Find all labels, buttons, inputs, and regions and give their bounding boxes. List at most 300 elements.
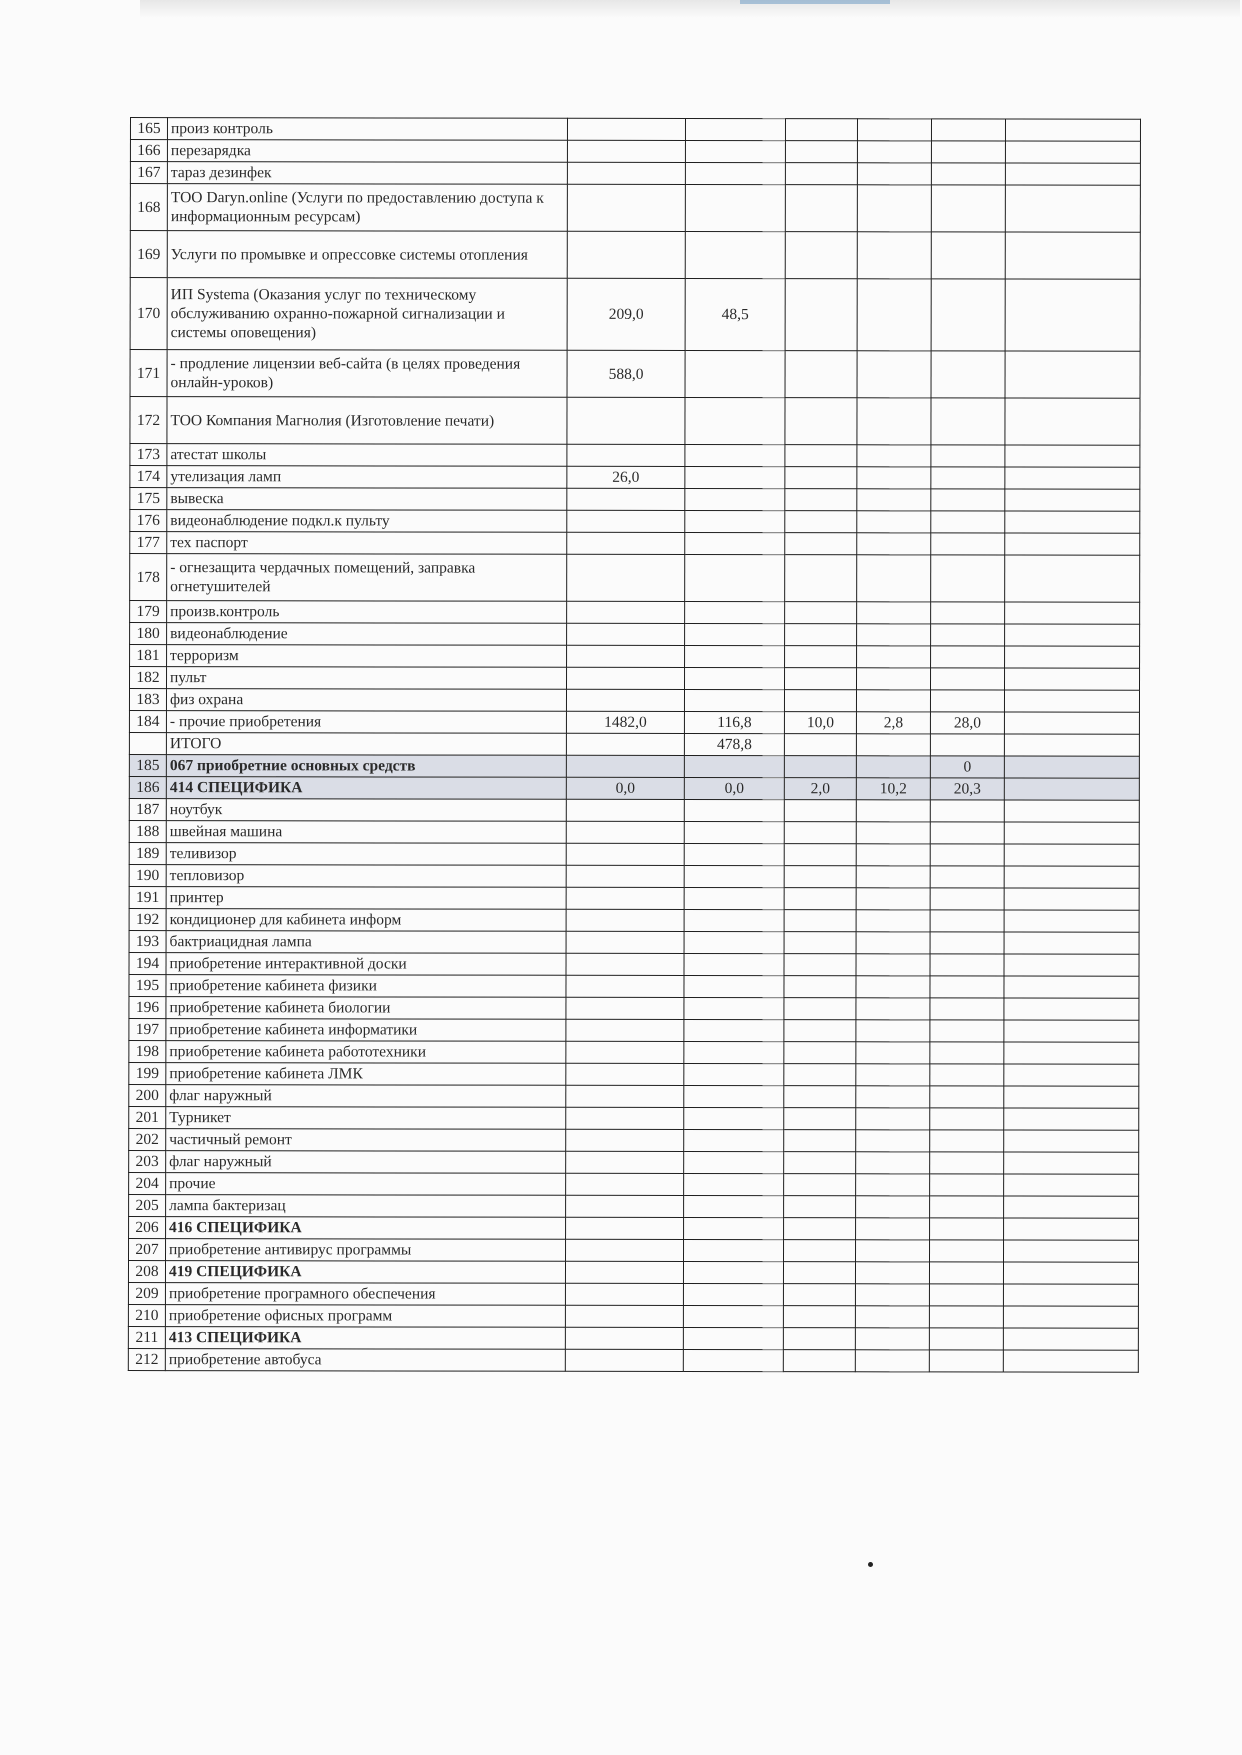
value-cell	[785, 163, 857, 185]
value-cell	[930, 888, 1004, 910]
row-description: утелизация ламп	[167, 466, 567, 489]
value-cell	[1005, 533, 1140, 555]
value-cell	[684, 887, 784, 909]
value-cell	[784, 1240, 856, 1262]
value-cell	[930, 800, 1004, 822]
table-row	[130, 667, 1140, 691]
value-cell	[684, 1041, 784, 1063]
row-number: 205	[129, 1194, 166, 1216]
value-cell	[1005, 351, 1140, 398]
value-cell: 20,3	[930, 778, 1004, 800]
value-cell	[931, 398, 1005, 445]
value-cell	[1004, 1174, 1139, 1196]
row-description: 413 СПЕЦИФИКА	[165, 1327, 565, 1350]
value-cell	[566, 997, 684, 1019]
value-cell	[784, 998, 856, 1020]
value-cell	[784, 1218, 856, 1240]
value-cell	[855, 1262, 929, 1284]
value-cell	[855, 1306, 929, 1328]
table-row	[129, 1128, 1139, 1152]
table-row	[130, 601, 1140, 625]
value-cell	[684, 1107, 784, 1129]
value-cell	[685, 667, 785, 689]
value-cell	[856, 932, 930, 954]
value-cell	[929, 1306, 1003, 1328]
value-cell	[1004, 1196, 1139, 1218]
row-description: Услуги по промывке и опрессовке системы отопления	[167, 231, 567, 279]
value-cell	[684, 1063, 784, 1085]
value-cell	[785, 467, 857, 489]
value-cell	[931, 489, 1005, 511]
row-number: 179	[130, 601, 167, 623]
value-cell	[784, 888, 856, 910]
value-cell	[1004, 690, 1139, 712]
value-cell	[929, 1328, 1003, 1350]
row-description: пульт	[167, 667, 567, 690]
value-cell	[857, 511, 931, 533]
row-number: 199	[129, 1062, 166, 1084]
row-description: приобретение програмного обеспечения	[165, 1283, 565, 1306]
value-cell	[565, 1349, 683, 1371]
value-cell: 10,0	[784, 712, 856, 734]
table-row	[128, 1348, 1138, 1372]
row-number: 168	[130, 184, 167, 231]
table-row	[128, 1260, 1138, 1284]
row-number: 167	[130, 162, 167, 184]
value-cell	[685, 140, 785, 162]
row-number: 186	[129, 776, 166, 798]
value-cell	[566, 755, 684, 777]
value-cell	[856, 998, 930, 1020]
table-row	[129, 974, 1139, 998]
value-cell	[785, 489, 857, 511]
value-cell	[685, 162, 785, 184]
value-cell	[856, 1042, 930, 1064]
value-cell: 478,8	[684, 733, 784, 755]
value-cell	[566, 865, 684, 887]
value-cell	[931, 119, 1005, 141]
value-cell	[783, 1350, 855, 1372]
value-cell	[784, 756, 856, 778]
value-cell	[856, 910, 930, 932]
value-cell	[567, 510, 685, 532]
value-cell	[857, 119, 931, 141]
row-number: 191	[129, 886, 166, 908]
value-cell	[930, 734, 1004, 756]
value-cell	[785, 351, 857, 398]
value-cell: 28,0	[930, 712, 1004, 734]
table-row	[130, 623, 1140, 647]
value-cell	[930, 998, 1004, 1020]
row-description: приобретение кабинета физики	[166, 975, 566, 998]
row-number: 173	[130, 444, 167, 466]
row-description: вывеска	[167, 488, 567, 511]
value-cell	[784, 1174, 856, 1196]
value-cell	[566, 909, 684, 931]
row-description: атестат школы	[167, 444, 567, 467]
value-cell	[856, 1108, 930, 1130]
value-cell	[929, 1262, 1003, 1284]
value-cell	[683, 1283, 783, 1305]
value-cell	[785, 119, 857, 141]
row-number: 177	[130, 532, 167, 554]
value-cell	[857, 232, 931, 279]
value-cell: 0,0	[566, 777, 684, 799]
table-row	[130, 466, 1140, 490]
value-cell	[784, 866, 856, 888]
value-cell	[856, 1152, 930, 1174]
value-cell	[1004, 1064, 1139, 1086]
value-cell	[1004, 756, 1139, 778]
table-row	[130, 645, 1140, 669]
value-cell	[856, 888, 930, 910]
value-cell	[931, 351, 1005, 398]
value-cell	[856, 822, 930, 844]
value-cell	[1004, 1086, 1139, 1108]
value-cell	[1004, 932, 1139, 954]
row-number: 198	[129, 1040, 166, 1062]
value-cell	[567, 231, 685, 278]
value-cell	[931, 467, 1005, 489]
value-cell	[856, 1174, 930, 1196]
value-cell	[857, 398, 931, 445]
row-number: 208	[128, 1260, 165, 1282]
value-cell	[1004, 866, 1139, 888]
value-cell	[685, 231, 785, 278]
row-description: перезарядка	[167, 140, 567, 163]
table-row	[129, 710, 1139, 734]
row-description: швейная машина	[166, 821, 566, 844]
row-number: 193	[129, 930, 166, 952]
value-cell	[1005, 185, 1140, 232]
table-row	[130, 350, 1140, 399]
row-description: ТОО Компания Магнолия (Изготовление печати)	[167, 397, 567, 445]
value-cell	[785, 185, 857, 232]
value-cell	[783, 1284, 855, 1306]
row-description: приобретение кабинета биологии	[166, 997, 566, 1020]
table-row	[129, 952, 1139, 976]
value-cell	[857, 467, 931, 489]
row-description: лампа бактеризац	[166, 1195, 566, 1218]
value-cell	[1005, 624, 1140, 646]
value-cell	[1005, 646, 1140, 668]
table-row	[129, 930, 1139, 954]
value-cell	[566, 931, 684, 953]
value-cell	[1003, 1284, 1138, 1306]
value-cell	[930, 1108, 1004, 1130]
row-number: 165	[130, 118, 167, 140]
value-cell	[684, 1151, 784, 1173]
value-cell	[685, 466, 785, 488]
value-cell	[566, 1019, 684, 1041]
value-cell	[931, 602, 1005, 624]
row-description: 067 приобретние основных средств	[166, 755, 566, 778]
value-cell	[566, 843, 684, 865]
value-cell	[930, 1130, 1004, 1152]
table-row	[129, 1216, 1139, 1240]
value-cell	[783, 1306, 855, 1328]
value-cell	[685, 118, 785, 140]
value-cell	[930, 1174, 1004, 1196]
row-number: 200	[129, 1084, 166, 1106]
table-row	[130, 162, 1140, 186]
value-cell	[565, 1327, 683, 1349]
value-cell	[855, 1328, 929, 1350]
value-cell	[856, 1218, 930, 1240]
value-cell	[565, 1305, 683, 1327]
value-cell	[567, 162, 685, 184]
row-description: принтер	[166, 887, 566, 910]
row-description: тепловизор	[166, 865, 566, 888]
value-cell	[784, 1196, 856, 1218]
table-row	[129, 1018, 1139, 1042]
value-cell	[1004, 712, 1139, 734]
row-number: 184	[129, 710, 166, 732]
value-cell	[566, 1085, 684, 1107]
value-cell	[1004, 998, 1139, 1020]
value-cell	[930, 844, 1004, 866]
value-cell	[784, 932, 856, 954]
value-cell	[566, 1151, 684, 1173]
value-cell	[1004, 844, 1139, 866]
value-cell	[1005, 668, 1140, 690]
row-description: Турникет	[166, 1107, 566, 1130]
value-cell	[784, 910, 856, 932]
row-description: физ охрана	[166, 689, 566, 712]
row-number: 209	[128, 1282, 165, 1304]
value-cell	[856, 1020, 930, 1042]
table-row	[130, 444, 1140, 468]
ink-dot	[868, 1562, 873, 1567]
value-cell	[784, 976, 856, 998]
table-row	[129, 689, 1139, 713]
value-cell	[856, 976, 930, 998]
row-number: 188	[129, 820, 166, 842]
table-row	[130, 554, 1140, 603]
row-description: приобретение интерактивной доски	[166, 953, 566, 976]
value-cell	[567, 397, 685, 444]
value-cell: 2,8	[856, 712, 930, 734]
value-cell	[931, 279, 1005, 351]
value-cell	[1004, 954, 1139, 976]
table-row	[129, 1172, 1139, 1196]
value-cell	[685, 532, 785, 554]
table-row	[129, 798, 1139, 822]
row-number: 183	[129, 689, 166, 711]
row-description: флаг наружный	[166, 1151, 566, 1174]
value-cell	[684, 1085, 784, 1107]
row-number: 169	[130, 231, 167, 278]
row-description: терроризм	[167, 645, 567, 668]
row-description: 416 СПЕЦИФИКА	[166, 1217, 566, 1240]
value-cell	[684, 799, 784, 821]
value-cell	[930, 1240, 1004, 1262]
table-row	[129, 776, 1139, 800]
table-row	[130, 184, 1140, 233]
value-cell	[930, 976, 1004, 998]
value-cell	[857, 141, 931, 163]
value-cell	[931, 533, 1005, 555]
row-number: 185	[129, 754, 166, 776]
table-row	[130, 488, 1140, 512]
value-cell	[931, 646, 1005, 668]
row-number: 194	[129, 952, 166, 974]
value-cell	[931, 232, 1005, 279]
value-cell	[683, 1327, 783, 1349]
value-cell	[931, 185, 1005, 232]
value-cell	[684, 1195, 784, 1217]
value-cell	[567, 444, 685, 466]
row-description: приобретение антивирус программы	[166, 1239, 566, 1262]
value-cell	[784, 690, 856, 712]
value-cell	[857, 351, 931, 398]
value-cell	[856, 690, 930, 712]
value-cell	[931, 163, 1005, 185]
value-cell	[1005, 467, 1140, 489]
value-cell	[684, 975, 784, 997]
value-cell	[1004, 910, 1139, 932]
table-row	[129, 754, 1139, 778]
value-cell	[1004, 1130, 1139, 1152]
value-cell	[930, 822, 1004, 844]
value-cell	[1003, 1328, 1138, 1350]
value-cell	[785, 602, 857, 624]
value-cell	[1004, 1042, 1139, 1064]
value-cell	[785, 533, 857, 555]
value-cell	[1004, 800, 1139, 822]
row-number: 212	[128, 1348, 165, 1370]
value-cell	[685, 510, 785, 532]
value-cell	[784, 1108, 856, 1130]
value-cell	[856, 1130, 930, 1152]
value-cell	[566, 1239, 684, 1261]
value-cell	[567, 532, 685, 554]
value-cell	[685, 623, 785, 645]
row-number: 180	[130, 623, 167, 645]
row-description: - огнезащита чердачных помещений, заправка огнетушителей	[167, 554, 567, 602]
value-cell: 48,5	[685, 278, 785, 350]
row-description: флаг наружный	[166, 1085, 566, 1108]
value-cell: 0	[930, 756, 1004, 778]
value-cell	[784, 1020, 856, 1042]
value-cell	[567, 601, 685, 623]
row-description: кондиционер для кабинета информ	[166, 909, 566, 932]
table-row	[129, 908, 1139, 932]
value-cell	[930, 932, 1004, 954]
row-description: 414 СПЕЦИФИКА	[166, 777, 566, 800]
row-number: 210	[128, 1304, 165, 1326]
value-cell	[566, 1217, 684, 1239]
value-cell	[856, 1196, 930, 1218]
value-cell	[684, 865, 784, 887]
table-row	[129, 1084, 1139, 1108]
value-cell	[857, 279, 931, 351]
value-cell	[567, 554, 685, 601]
value-cell	[685, 488, 785, 510]
row-description: приобретение кабинета ЛМК	[166, 1063, 566, 1086]
value-cell	[1005, 489, 1140, 511]
value-cell	[856, 1240, 930, 1262]
value-cell	[684, 689, 784, 711]
value-cell	[857, 445, 931, 467]
value-cell	[684, 1019, 784, 1041]
table-row	[130, 231, 1140, 280]
value-cell: 588,0	[567, 350, 685, 397]
value-cell	[1003, 1306, 1138, 1328]
row-description: приобретение офисных программ	[165, 1305, 565, 1328]
row-description: ИТОГО	[166, 733, 566, 756]
value-cell	[567, 623, 685, 645]
value-cell	[1004, 976, 1139, 998]
row-number: 190	[129, 864, 166, 886]
table-row	[130, 140, 1140, 164]
value-cell	[1005, 232, 1140, 279]
value-cell	[930, 690, 1004, 712]
value-cell	[785, 511, 857, 533]
table-row	[129, 1106, 1139, 1130]
value-cell	[683, 1261, 783, 1283]
row-description: приобретение автобуса	[165, 1349, 565, 1372]
value-cell	[566, 733, 684, 755]
value-cell	[685, 184, 785, 231]
row-number: 187	[129, 798, 166, 820]
row-description: приобретение кабинета работотехники	[166, 1041, 566, 1064]
value-cell	[931, 624, 1005, 646]
row-number: 178	[130, 554, 167, 601]
row-description: прочие	[166, 1173, 566, 1196]
table-row	[129, 1238, 1139, 1262]
value-cell	[566, 821, 684, 843]
table-row	[129, 996, 1139, 1020]
row-number: 171	[130, 350, 167, 397]
value-cell	[785, 646, 857, 668]
row-number: 201	[129, 1106, 166, 1128]
value-cell: 0,0	[684, 777, 784, 799]
value-cell	[1005, 163, 1140, 185]
value-cell	[857, 624, 931, 646]
value-cell	[1004, 1108, 1139, 1130]
value-cell	[856, 1086, 930, 1108]
value-cell	[685, 350, 785, 397]
value-cell	[857, 163, 931, 185]
value-cell	[684, 997, 784, 1019]
value-cell	[931, 511, 1005, 533]
row-number: 196	[129, 996, 166, 1018]
row-number: 166	[130, 140, 167, 162]
value-cell	[930, 1042, 1004, 1064]
value-cell	[857, 489, 931, 511]
row-description: бактриацидная лампа	[166, 931, 566, 954]
value-cell	[684, 1217, 784, 1239]
row-number: 203	[129, 1150, 166, 1172]
value-cell	[1004, 822, 1139, 844]
row-description: 419 СПЕЦИФИКА	[165, 1261, 565, 1284]
value-cell	[566, 953, 684, 975]
value-cell	[856, 844, 930, 866]
row-description: видеонаблюдение подкл.к пульту	[167, 510, 567, 533]
value-cell	[931, 141, 1005, 163]
table-row	[129, 1150, 1139, 1174]
row-description: - продление лицензии веб-сайта (в целях проведения онлайн-уроков)	[167, 350, 567, 398]
value-cell	[684, 909, 784, 931]
row-description: ТОО Daryn.online (Услуги по предоставлению доступа к информационным ресурсам)	[167, 184, 567, 232]
value-cell	[684, 1129, 784, 1151]
row-number: 181	[130, 645, 167, 667]
row-description: теливизор	[166, 843, 566, 866]
row-description: видеонаблюдение	[167, 623, 567, 646]
table-body	[128, 118, 1140, 1373]
value-cell	[1005, 555, 1140, 602]
